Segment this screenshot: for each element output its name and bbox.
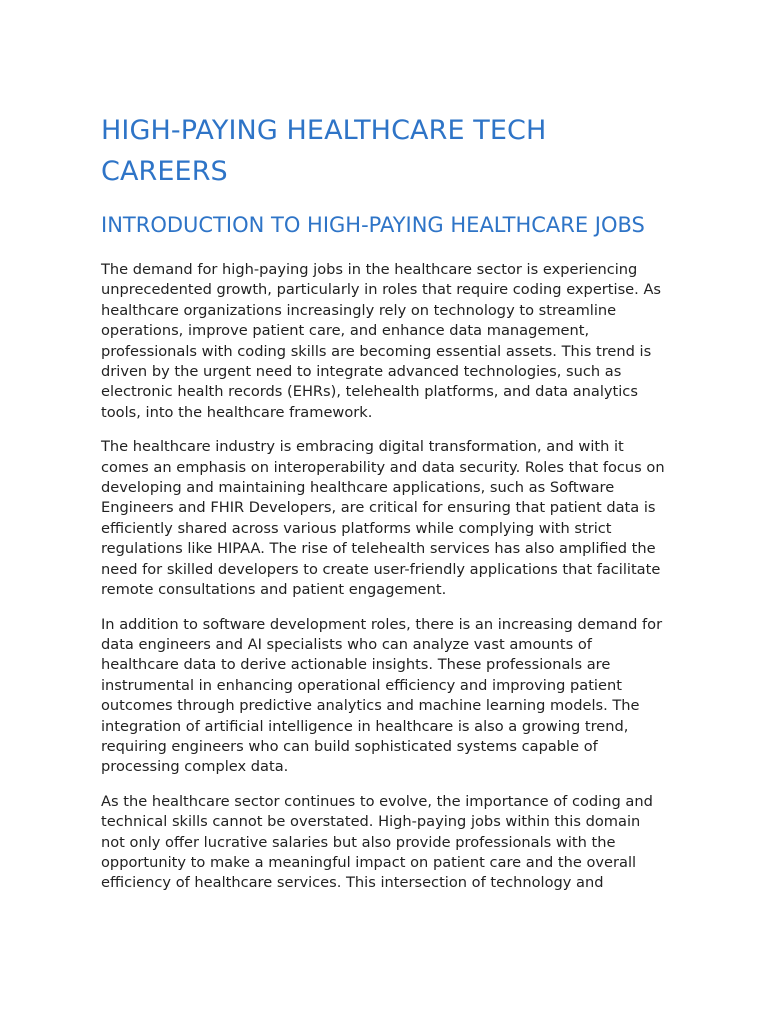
document-title: HIGH-PAYING HEALTHCARE TECH CAREERS bbox=[101, 115, 547, 187]
paragraph: In addition to software development roles, there is an increasing demand for data engineers and AI specialists who can analyze vast amounts of healthcare data to derive actionable insights. These professionals are instrumental in enhancing operational efficiency and improving patient outcomes through predictive analytics and machine learning models. The integration of artificial intelligence in healthcare is also a growing trend, requiring engineers who can build sophisticated systems capable of processing complex data. bbox=[101, 615, 663, 776]
paragraph: The demand for high-paying jobs in the healthcare sector is experiencing unprecedented growth, particularly in roles that require coding expertise. As healthcare organizations increasingly rely on technology to streamline operations, improve patient care, and enhance data management, professionals with coding skills are becoming essential assets. This trend is driven by the urgent need to integrate advanced technologies, such as electronic health records (EHRs), telehealth platforms, and data analytics tools, into the healthcare framework. bbox=[101, 261, 662, 421]
section-heading: INTRODUCTION TO HIGH-PAYING HEALTHCARE JOBS bbox=[101, 213, 645, 237]
paragraph: The healthcare industry is embracing digital transformation, and with it comes an emphasis on interoperability and data security. Roles that focus on developing and maintaining healthcare applications, such as Software Engineers and FHIR Developers, are critical for ensuring that patient data is efficiently shared across various platforms while complying with strict regulations like HIPAA. The rise of telehealth services has also amplified the need for skilled developers to create user-friendly applications that facilitate remote consultations and patient engagement. bbox=[101, 438, 665, 599]
paragraph: As the healthcare sector continues to evolve, the importance of coding and technical skills cannot be overstated. High-paying jobs within this domain not only offer lucrative salaries but also provide professionals with the opportunity to make a meaningful impact on patient care and the overall efficiency of healthcare services. This intersection of technology and bbox=[101, 792, 653, 892]
document-body bbox=[101, 260, 668, 894]
